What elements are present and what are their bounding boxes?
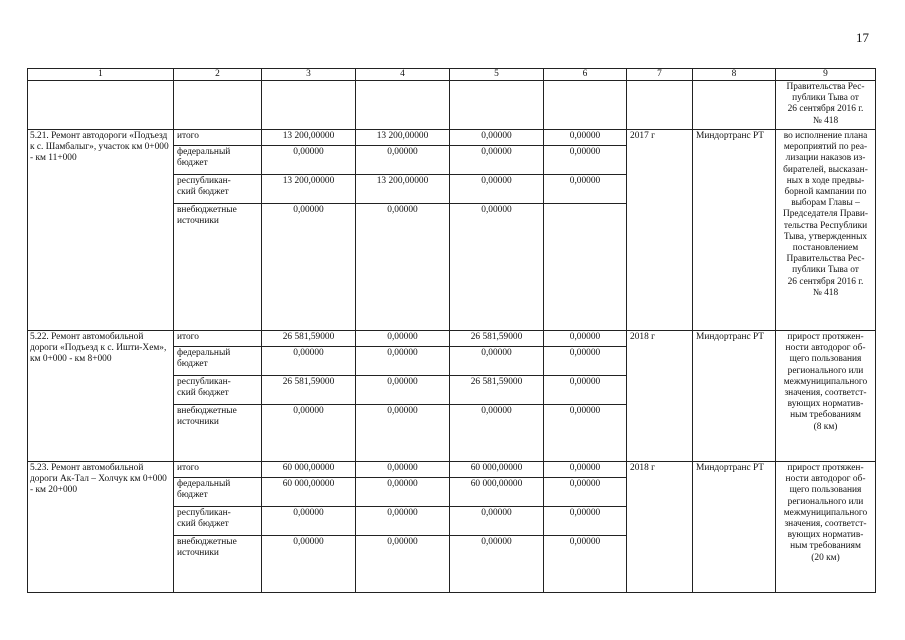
table-row: [28, 130, 876, 146]
column-number: 2: [174, 69, 262, 81]
funding-source-cell: республикан- ский бюджет: [174, 175, 262, 204]
continuation-row: [28, 81, 876, 130]
year-cell: 2018 г: [627, 331, 693, 462]
funding-source-cell: внебюджетные источники: [174, 204, 262, 331]
amount-cell: 0,00000: [450, 175, 544, 204]
amount-cell: 0,00000: [544, 130, 627, 146]
amount-cell: 0,00000: [544, 478, 627, 507]
amount-total-cell: 0,00000: [262, 536, 356, 593]
amount-cell: 60 000,00000: [450, 462, 544, 478]
note-cell: Правительства Рес- публики Тыва от 26 сентября 2016 г. № 418: [776, 81, 876, 130]
amount-cell: 0,00000: [356, 462, 450, 478]
amount-cell: 0,00000: [356, 405, 450, 462]
funding-source-cell: итого: [174, 130, 262, 146]
amount-cell: 0,00000: [544, 536, 627, 593]
amount-cell: 0,00000: [450, 536, 544, 593]
column-number: 8: [693, 69, 776, 81]
amount-cell: 0,00000: [356, 536, 450, 593]
amount-cell: 0,00000: [450, 405, 544, 462]
amount-total-cell: 0,00000: [262, 204, 356, 331]
amount-cell: 0,00000: [450, 130, 544, 146]
funding-source-cell: итого: [174, 331, 262, 347]
column-number: 4: [356, 69, 450, 81]
column-numbers-row: [28, 69, 876, 81]
note-cell: прирост протяжен- ности автодорог об- щего пользования регионального или межмуниципального значения, соответст- вующих норматив- ным требованиям (8 км): [776, 331, 876, 462]
amount-total-cell: 60 000,00000: [262, 478, 356, 507]
agency-cell: Миндортранс РТ: [693, 462, 776, 593]
agency-cell: Миндортранс РТ: [693, 331, 776, 462]
amount-total-cell: 60 000,00000: [262, 462, 356, 478]
amount-total-cell: 26 581,59000: [262, 331, 356, 347]
year-cell: 2018 г: [627, 462, 693, 593]
amount-cell: 0,00000: [450, 507, 544, 536]
column-number: 9: [776, 69, 876, 81]
table-row: [28, 462, 876, 478]
funding-source-cell: республикан- ский бюджет: [174, 376, 262, 405]
amount-total-cell: 0,00000: [262, 405, 356, 462]
funding-source-cell: внебюджетные источники: [174, 405, 262, 462]
amount-cell: 0,00000: [356, 331, 450, 347]
amount-cell: 0,00000: [544, 376, 627, 405]
amount-total-cell: 26 581,59000: [262, 376, 356, 405]
amount-total-cell: 0,00000: [262, 146, 356, 175]
column-number: 6: [544, 69, 627, 81]
funding-source-cell: внебюджетные источники: [174, 536, 262, 593]
funding-source-cell: республикан- ский бюджет: [174, 507, 262, 536]
amount-cell: 26 581,59000: [450, 376, 544, 405]
amount-total-cell: 13 200,00000: [262, 130, 356, 146]
amount-cell: 13 200,00000: [356, 130, 450, 146]
program-table: [27, 68, 876, 593]
table-row: [28, 331, 876, 347]
amount-cell: 0,00000: [356, 507, 450, 536]
note-cell: прирост протяжен- ности автодорог об- щего пользования регионального или межмуниципального значения, соответст- вующих норматив- ным требованиям (20 км): [776, 462, 876, 593]
amount-cell: 0,00000: [356, 376, 450, 405]
funding-source-cell: федеральный бюджет: [174, 146, 262, 175]
agency-cell: Миндортранс РТ: [693, 130, 776, 331]
amount-cell: 0,00000: [544, 146, 627, 175]
amount-cell: 13 200,00000: [356, 175, 450, 204]
amount-cell: 0,00000: [450, 347, 544, 376]
year-cell: 2017 г: [627, 130, 693, 331]
funding-source-cell: федеральный бюджет: [174, 347, 262, 376]
amount-cell: 0,00000: [450, 204, 544, 331]
note-cell: во исполнение плана мероприятий по реа- лизации наказов из- бирателей, высказан- ных в ходе предвы- борной кампании по выборам Главы – Председателя Прави- тельства Республики Тыва, утвержденных постановлением Правительства Рес- публики Тыва от 26 сентября 2016 г. № 418: [776, 130, 876, 331]
funding-source-cell: итого: [174, 462, 262, 478]
page-number: 17: [856, 30, 869, 45]
column-number: 1: [28, 69, 174, 81]
amount-total-cell: 0,00000: [262, 507, 356, 536]
amount-cell: 0,00000: [544, 347, 627, 376]
column-number: 7: [627, 69, 693, 81]
measure-name-cell: 5.23. Ремонт автомобильной дороги Ак-Тал – Холчук км 0+000 - км 20+000: [28, 462, 174, 593]
amount-cell: 26 581,59000: [450, 331, 544, 347]
amount-cell: 0,00000: [356, 146, 450, 175]
amount-total-cell: 0,00000: [262, 347, 356, 376]
column-number: 3: [262, 69, 356, 81]
amount-cell: 0,00000: [544, 175, 627, 204]
measure-name-cell: 5.22. Ремонт автомобильной дороги «Подъезд к с. Ишти-Хем», км 0+000 - км 8+000: [28, 331, 174, 462]
amount-cell: 0,00000: [544, 507, 627, 536]
column-number: 5: [450, 69, 544, 81]
amount-cell: 0,00000: [356, 204, 450, 331]
amount-cell: 0,00000: [450, 146, 544, 175]
amount-cell: 0,00000: [544, 331, 627, 347]
amount-cell: 0,00000: [356, 347, 450, 376]
amount-total-cell: 13 200,00000: [262, 175, 356, 204]
amount-cell: 60 000,00000: [450, 478, 544, 507]
amount-cell: 0,00000: [544, 405, 627, 462]
measure-name-cell: 5.21. Ремонт автодороги «Подъезд к с. Шамбалыг», участок км 0+000 - км 11+000: [28, 130, 174, 331]
amount-cell: [544, 204, 627, 331]
amount-cell: 0,00000: [544, 462, 627, 478]
funding-source-cell: федеральный бюджет: [174, 478, 262, 507]
amount-cell: 0,00000: [356, 478, 450, 507]
